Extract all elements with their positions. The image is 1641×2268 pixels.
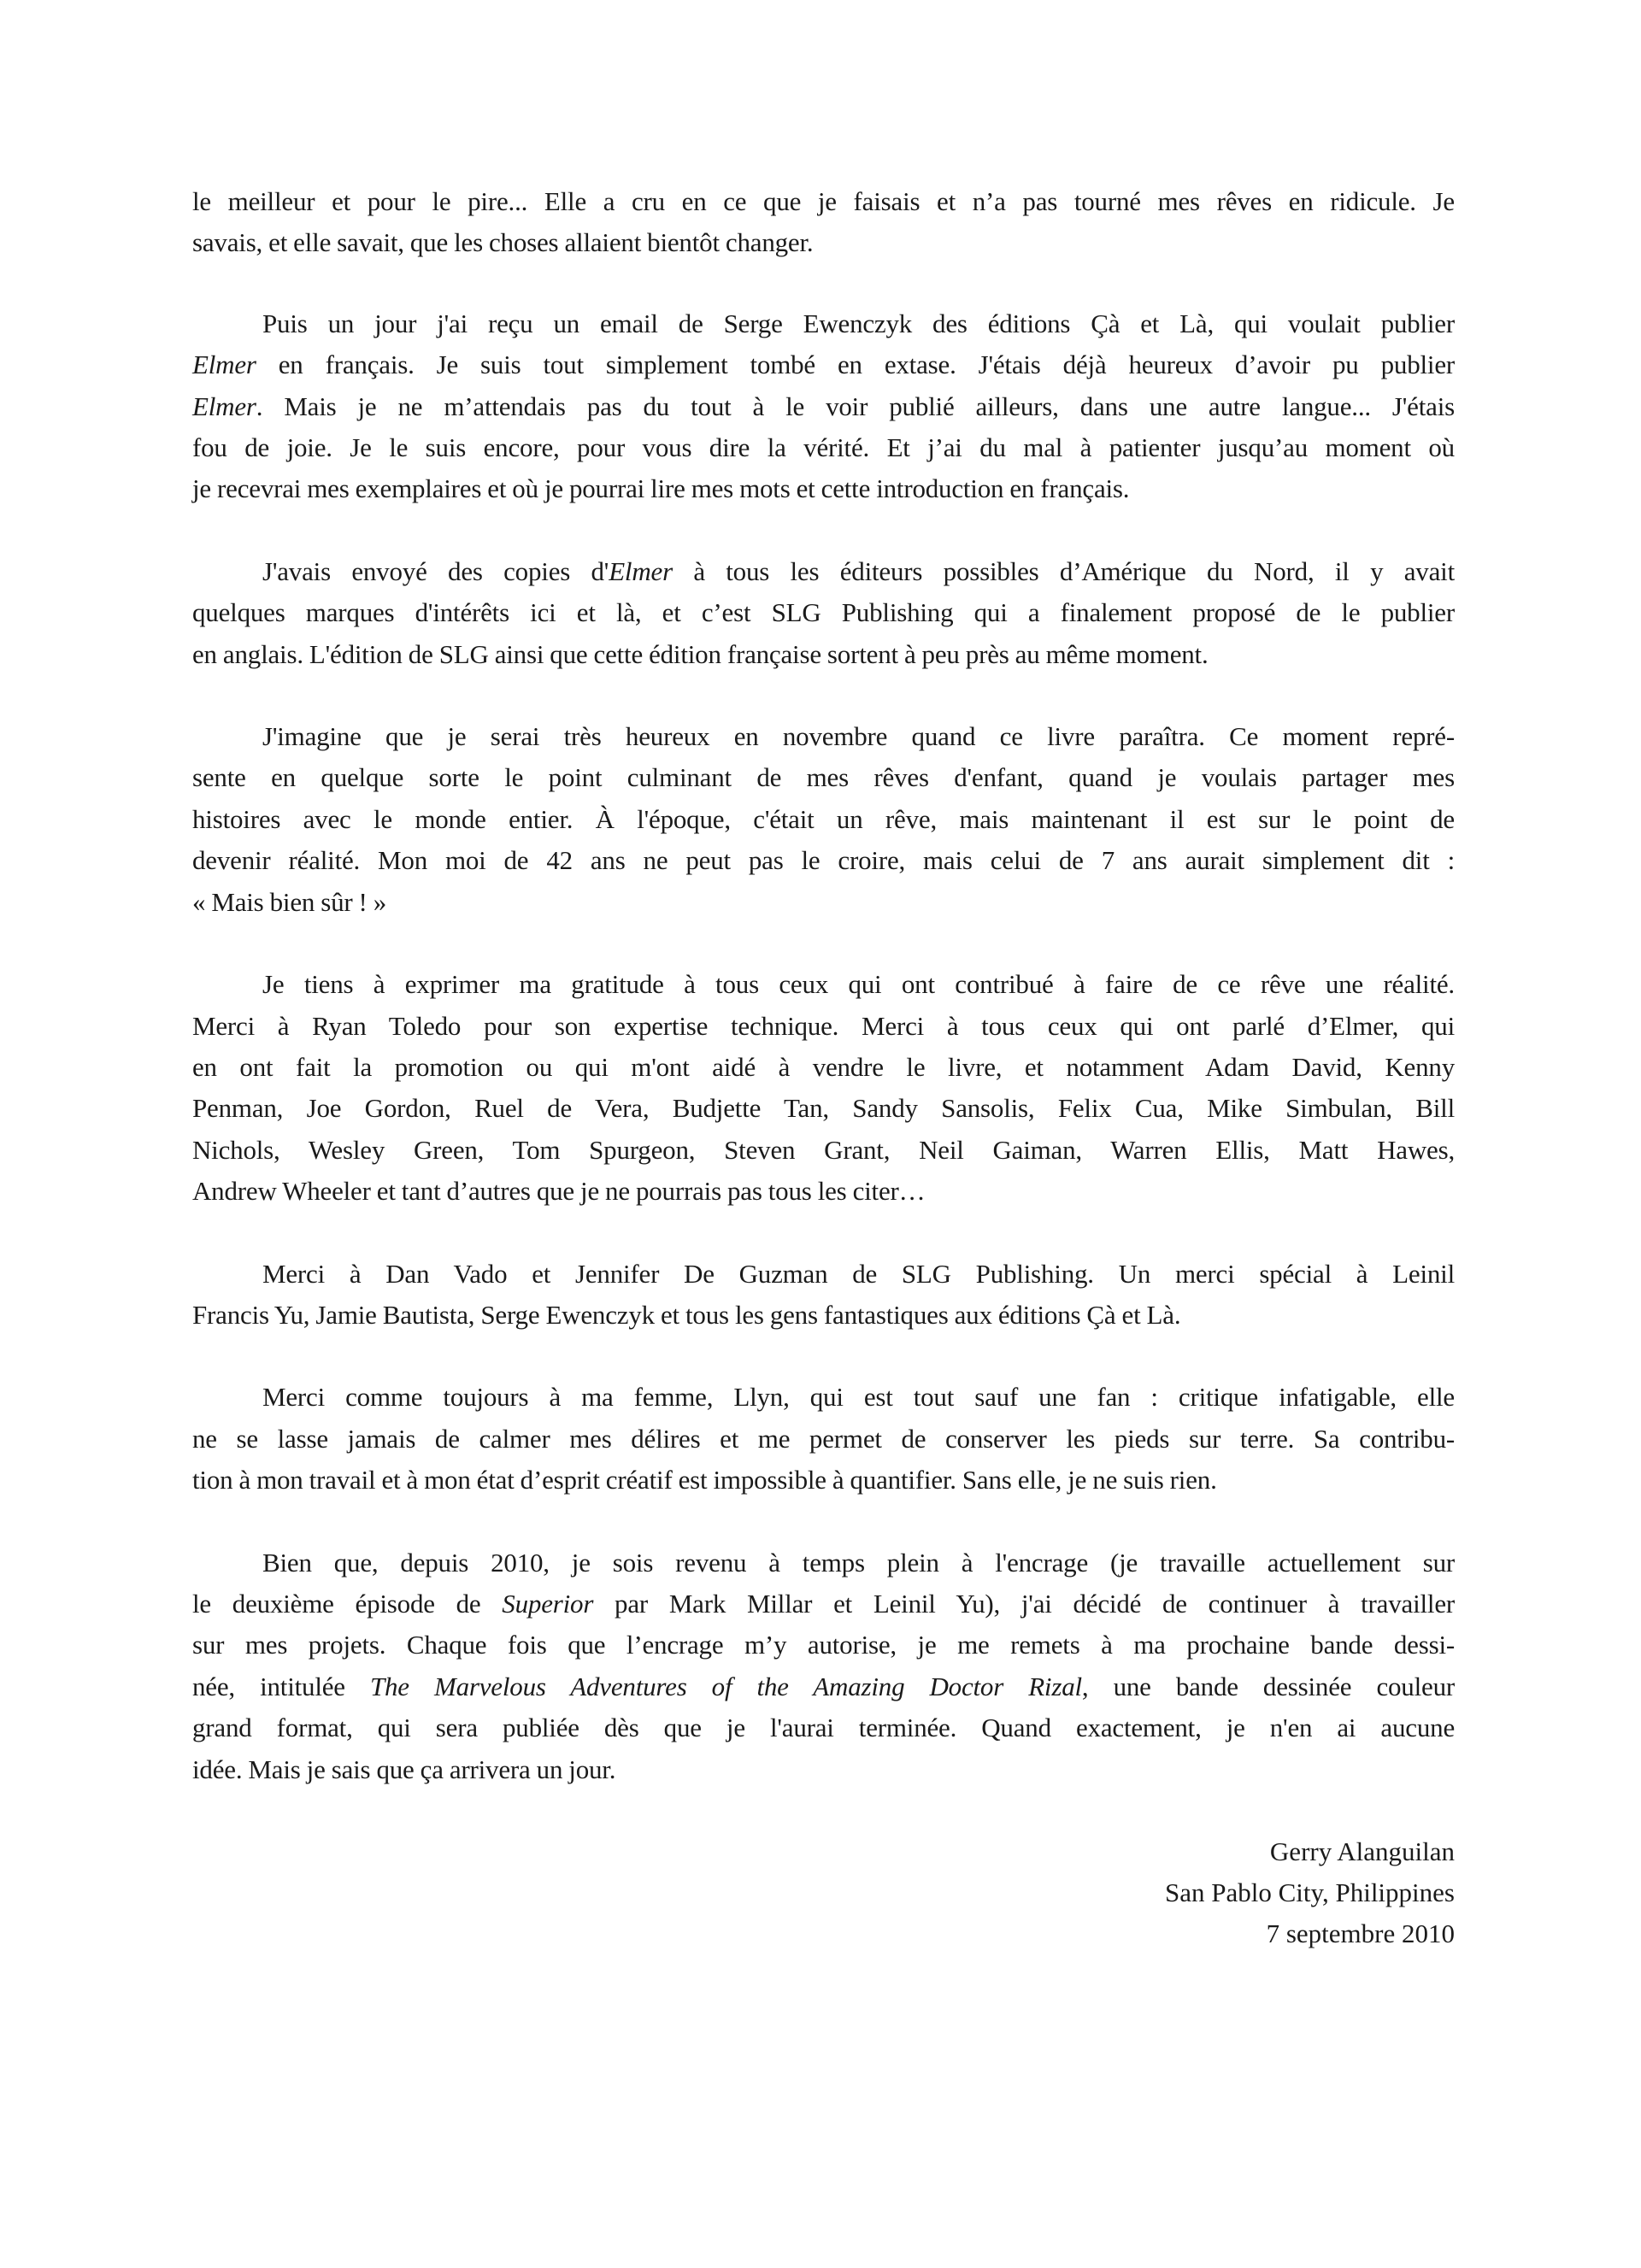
text-run: sur mes projets. Chaque fois que l’encrage m’y autorise, je me remets à ma prochaine bande dessi- <box>192 1630 1455 1660</box>
text-run: je recevrai mes exemplaires et où je pourrai lire mes mots et cette introduction en français. <box>192 473 1130 504</box>
text-line <box>192 1295 1455 1336</box>
text-line <box>192 303 1455 344</box>
text-line <box>192 882 1455 923</box>
text-line <box>192 1542 1455 1583</box>
text-line <box>192 1583 1455 1625</box>
text-run: ne se lasse jamais de calmer mes délires et me permet de conserver les pieds sur terre. Sa contribu- <box>192 1423 1455 1454</box>
paragraph-p8 <box>192 1542 1455 1790</box>
body-text <box>192 181 1455 1790</box>
text-line <box>192 840 1455 881</box>
text-line <box>192 222 1455 263</box>
signature-block <box>192 1831 1455 1954</box>
text-line <box>192 468 1455 509</box>
text-run: . Mais je ne m’attendais pas du tout à le voir publié ailleurs, dans une autre langue... J'étais <box>256 391 1455 421</box>
text-line <box>192 1254 1455 1295</box>
paragraph-p6 <box>192 1254 1455 1337</box>
italic-title: Superior <box>502 1588 594 1619</box>
text-run: Puis un jour j'ai reçu un email de Serge Ewenczyk des éditions Çà et Là, qui voulait publier <box>262 308 1455 338</box>
text-line <box>192 1047 1455 1088</box>
text-run: Merci comme toujours à ma femme, Llyn, qui est tout sauf une fan : critique infatigable, elle <box>262 1382 1455 1413</box>
text-line <box>192 386 1455 427</box>
text-line <box>192 551 1455 592</box>
paragraph-p3 <box>192 551 1455 675</box>
paragraph-p1 <box>192 181 1455 264</box>
signature-place: San Pablo City, Philippines <box>1164 1877 1455 1907</box>
text-run: J'imagine que je serai très heureux en novembre quand ce livre paraîtra. Ce moment repré- <box>262 721 1455 752</box>
text-run: en français. Je suis tout simplement tombé en extase. J'étais déjà heureux d’avoir pu publier <box>256 350 1455 380</box>
text-run: devenir réalité. Mon moi de 42 ans ne peut pas le croire, mais celui de 7 ans aurait simplement dit : <box>192 845 1455 876</box>
signature-date: 7 septembre 2010 <box>1266 1918 1455 1948</box>
text-line <box>192 757 1455 798</box>
paragraph-p7 <box>192 1377 1455 1501</box>
text-run: Bien que, depuis 2010, je sois revenu à temps plein à l'encrage (je travaille actuellement sur <box>262 1547 1455 1578</box>
paragraph-p5 <box>192 964 1455 1212</box>
text-line <box>192 1749 1455 1790</box>
text-line <box>192 799 1455 840</box>
italic-title: Elmer <box>192 350 256 380</box>
text-run: histoires avec le monde entier. À l'époque, c'était un rêve, mais maintenant il est sur le point de <box>192 803 1455 834</box>
text-run: savais, et elle savait, que les choses allaient bientôt changer. <box>192 227 814 258</box>
italic-title: The Marvelous Adventures of the Amazing Doctor Rizal <box>369 1671 1082 1701</box>
document-page <box>192 181 1455 1954</box>
text-line <box>192 1460 1455 1501</box>
text-run: quelques marques d'intérêts ici et là, et c’est SLG Publishing qui a finalement proposé de le publier <box>192 597 1455 628</box>
text-run: Merci à Dan Vado et Jennifer De Guzman de SLG Publishing. Un merci spécial à Leinil <box>262 1258 1455 1289</box>
text-run: Merci à Ryan Toledo pour son expertise technique. Merci à tous ceux qui ont parlé d’Elmer, qui <box>192 1010 1455 1041</box>
text-line <box>192 1419 1455 1460</box>
text-run: en anglais. L'édition de SLG ainsi que cette édition française sortent à peu près au même moment. <box>192 638 1209 669</box>
text-run: fou de joie. Je le suis encore, pour vous dire la vérité. Et j’ai du mal à patienter jusqu’au moment où <box>192 432 1455 463</box>
paragraph-p4 <box>192 716 1455 923</box>
text-line <box>192 716 1455 757</box>
text-run: Penman, Joe Gordon, Ruel de Vera, Budjette Tan, Sandy Sansolis, Felix Cua, Mike Simbulan, Bill <box>192 1093 1455 1124</box>
text-line <box>192 344 1455 385</box>
signature-author: Gerry Alanguilan <box>1269 1836 1455 1866</box>
text-run: idée. Mais je sais que ça arrivera un jour. <box>192 1754 616 1784</box>
text-run: « Mais bien sûr ! » <box>192 886 387 917</box>
italic-title: Elmer <box>192 391 256 421</box>
text-run: sente en quelque sorte le point culminant de mes rêves d'enfant, quand je voulais partager mes <box>192 762 1455 793</box>
text-line <box>192 1666 1455 1707</box>
text-run: par Mark Millar et Leinil Yu), j'ai décidé de continuer à travailler <box>593 1588 1455 1619</box>
text-line <box>192 1088 1455 1129</box>
text-run: Andrew Wheeler et tant d’autres que je ne pourrais pas tous les citer… <box>192 1176 926 1207</box>
text-line <box>192 964 1455 1005</box>
text-run: J'avais envoyé des copies d' <box>262 555 609 586</box>
text-run: grand format, qui sera publiée dès que je l'aurai terminée. Quand exactement, je n'en ai aucune <box>192 1713 1455 1743</box>
text-line <box>192 1377 1455 1418</box>
text-line <box>192 1006 1455 1047</box>
text-run: en ont fait la promotion ou qui m'ont aidé à vendre le livre, et notamment Adam David, Kenny <box>192 1051 1455 1082</box>
text-line <box>192 634 1455 675</box>
text-line <box>192 1625 1455 1666</box>
paragraph-p2 <box>192 303 1455 510</box>
text-line <box>192 592 1455 633</box>
text-run: , une bande dessinée couleur <box>1081 1671 1456 1701</box>
text-run: Je tiens à exprimer ma gratitude à tous ceux qui ont contribué à faire de ce rêve une réalité. <box>262 969 1455 1000</box>
text-run: tion à mon travail et à mon état d’esprit créatif est impossible à quantifier. Sans elle, je ne suis rien. <box>192 1465 1217 1495</box>
text-run: Nichols, Wesley Green, Tom Spurgeon, Steven Grant, Neil Gaiman, Warren Ellis, Matt Hawes, <box>192 1134 1455 1165</box>
text-run: née, intitulée <box>192 1671 370 1701</box>
text-line <box>192 1171 1455 1212</box>
italic-title: Elmer <box>609 555 673 586</box>
text-line <box>192 1707 1455 1748</box>
text-line <box>192 427 1455 468</box>
text-run: à tous les éditeurs possibles d’Amérique du Nord, il y avait <box>672 555 1455 586</box>
text-line <box>192 1130 1455 1171</box>
text-line <box>192 181 1455 222</box>
text-run: Francis Yu, Jamie Bautista, Serge Ewenczyk et tous les gens fantastiques aux éditions Çà et Là. <box>192 1299 1181 1330</box>
text-run: le meilleur et pour le pire... Elle a cru en ce que je faisais et n’a pas tourné mes rêves en ridicule. Je <box>192 186 1455 216</box>
text-run: le deuxième épisode de <box>192 1588 503 1619</box>
